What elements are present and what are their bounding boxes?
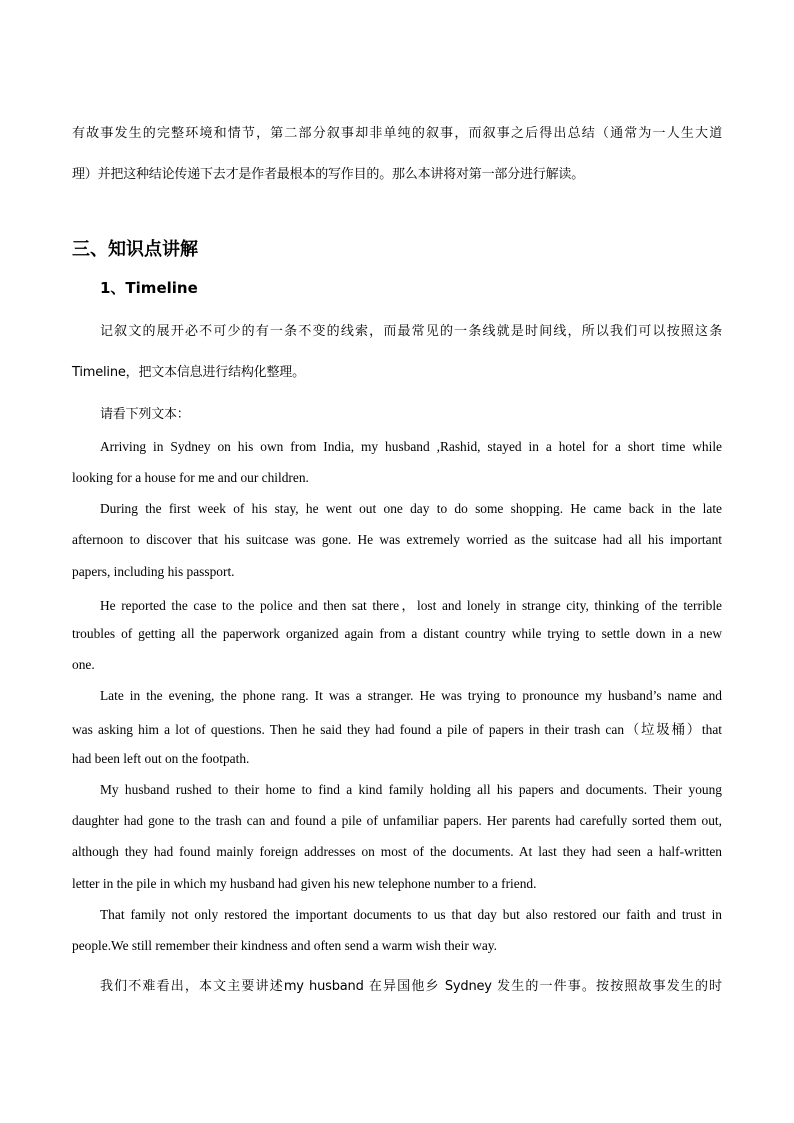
explain-line-2: Timeline，把文本信息进行结构化整理。: [72, 365, 305, 380]
story-p1-line-1: Arriving in Sydney on his own from India, my husband ,Rashid, stayed in a hotel for a short time while: [100, 439, 722, 454]
story-p6-line-1: That family not only restored the important documents to us that day but also restored our faith and trust in: [100, 907, 722, 922]
story-p5-line-4: letter in the pile in which my husband had given his new telephone number to a friend.: [72, 876, 537, 891]
intro-line-1: 有故事发生的完整环境和情节，第二部分叙事却非单纯的叙事，而叙事之后得出总结（通常为一人生大道: [72, 126, 722, 141]
intro-line-2: 理）并把这种结论传递下去才是作者最根本的写作目的。那么本讲将对第一部分进行解读。: [72, 167, 585, 182]
story-p2-line-1: During the first week of his stay, he went out one day to do some shopping. He came back in the late: [100, 501, 722, 516]
story-p4-line-2: was asking him a lot of questions. Then he said they had found a pile of papers in their trash can（垃圾桶）that: [72, 722, 722, 737]
story-p4-line-3: had been left out on the footpath.: [72, 751, 250, 766]
explain-prompt: 请看下列文本：: [100, 407, 190, 422]
story-p5-line-2: daughter had gone to the trash can and found a pile of unfamiliar papers. Her parents had carefully sorted them out,: [72, 813, 722, 828]
story-p3-line-2: troubles of getting all the paperwork organized again from a distant country while trying to settle down in a new: [72, 626, 722, 641]
story-p3-line-1: He reported the case to the police and then sat there，lost and lonely in strange city, thinking of the terrible: [100, 598, 722, 613]
story-p4-line-1: Late in the evening, the phone rang. It was a stranger. He was trying to pronounce my husband’s name and: [100, 688, 722, 703]
story-p5-line-1: My husband rushed to their home to find a kind family holding all his papers and documents. Their young: [100, 782, 722, 797]
story-p1-line-2: looking for a house for me and our children.: [72, 470, 309, 485]
story-p2-line-2: afternoon to discover that his suitcase was gone. He was extremely worried as the suitcase had all his important: [72, 532, 722, 547]
story-p2-line-3: papers, including his passport.: [72, 564, 235, 579]
section-title: 三、知识点讲解: [72, 239, 198, 260]
story-p5-line-3: although they had found mainly foreign addresses on most of the documents. At last they had seen a half-written: [72, 844, 722, 859]
section-subtitle: 1、Timeline: [100, 279, 198, 297]
closing-line-1: 我们不难看出，本文主要讲述my husband 在异国他乡 Sydney 发生的一件事。按按照故事发生的时: [100, 979, 722, 994]
story-p6-line-2: people.We still remember their kindness and often send a warm wish their way.: [72, 938, 497, 953]
story-p3-line-3: one.: [72, 657, 95, 672]
explain-line-1: 记叙文的展开必不可少的有一条不变的线索，而最常见的一条线就是时间线，所以我们可以按照这条: [100, 324, 722, 339]
